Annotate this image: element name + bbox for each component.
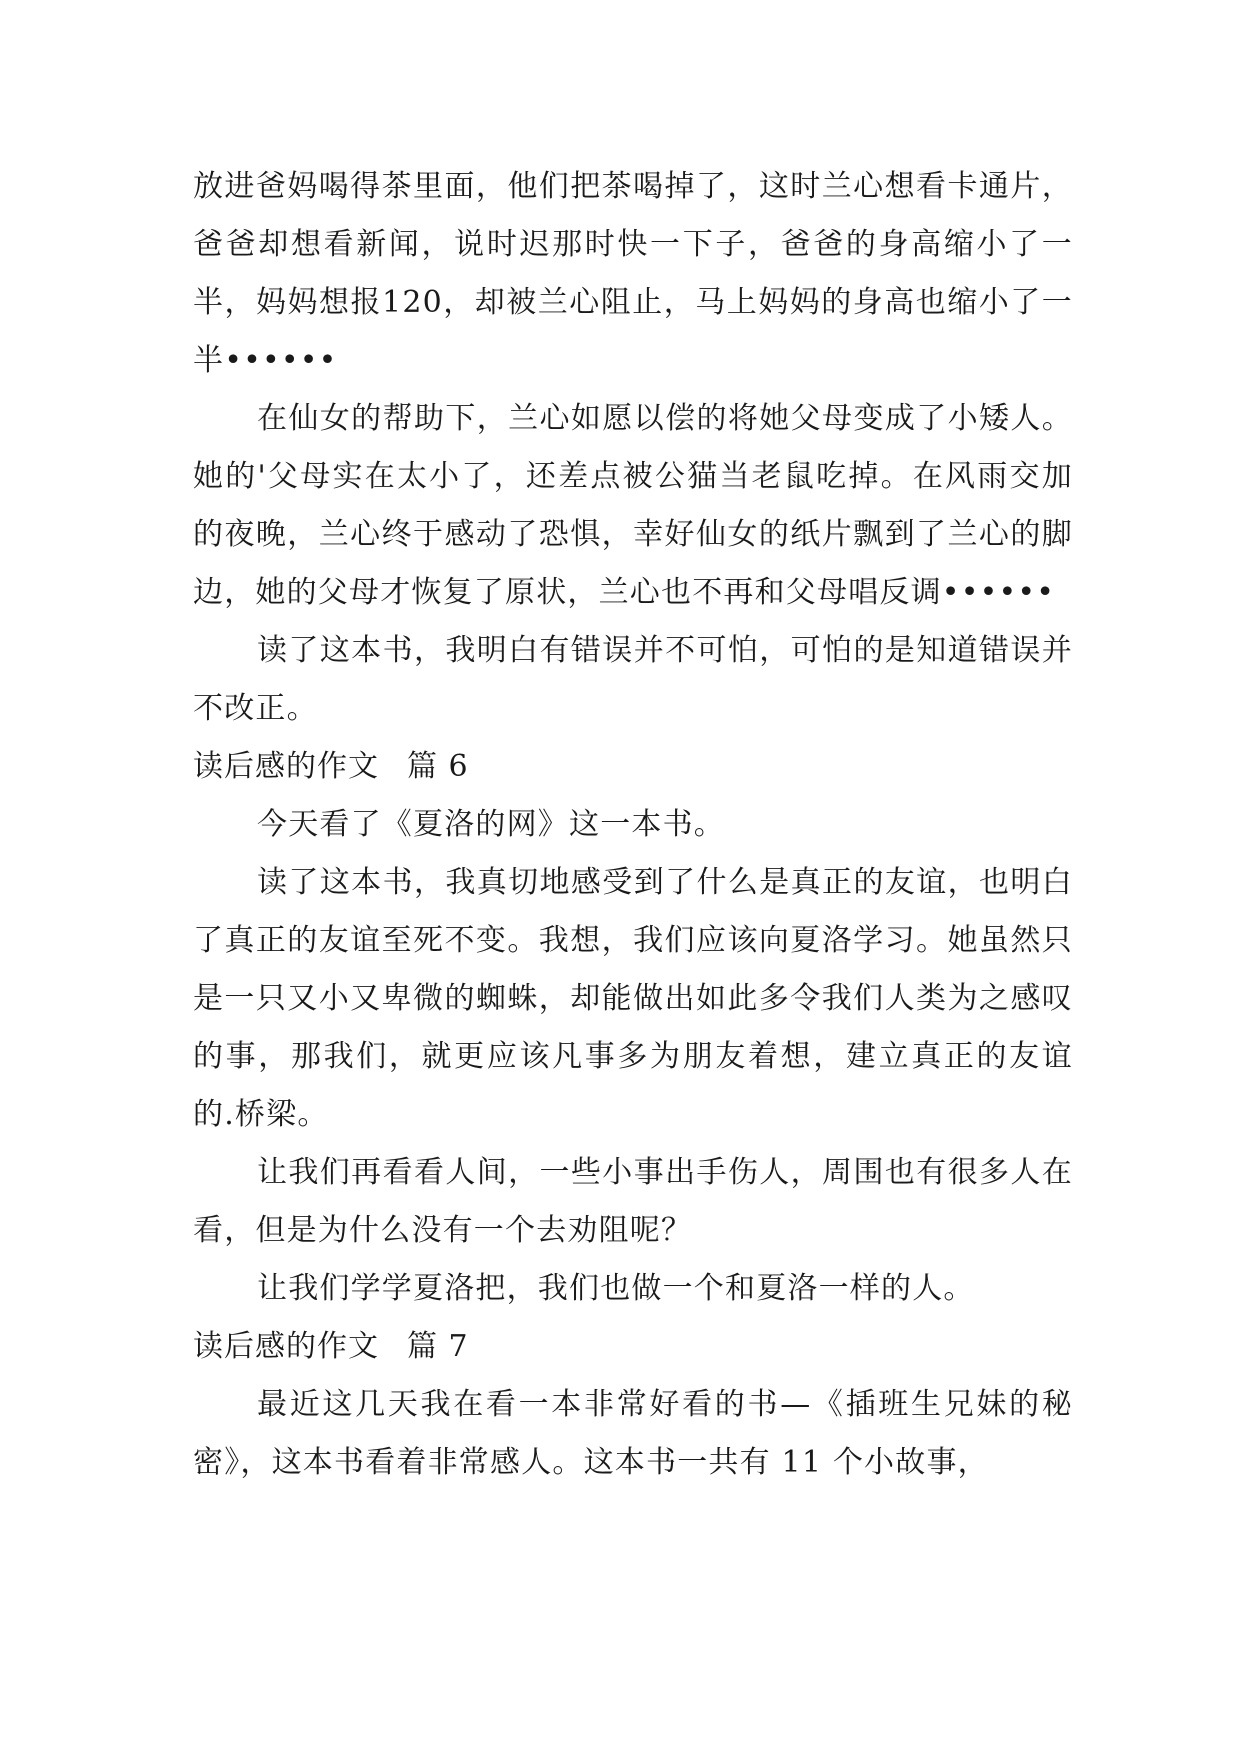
paragraph: 让我们再看看人间，一些小事出手伤人，周围也有很多人在看，但是为什么没有一个去劝阻呢？ xyxy=(193,1155,1073,1248)
section-heading-number: 篇 6 xyxy=(407,749,469,784)
paragraph: 最近这几天我在看一本非常好看的书—《插班生兄妹的秘密》，这本书看着非常感人。这本书一共有 11 个小故事， xyxy=(193,1387,1073,1480)
document-page xyxy=(193,158,1073,1492)
paragraph: 让我们学学夏洛把，我们也做一个和夏洛一样的人。 xyxy=(257,1271,975,1306)
paragraph: 读了这本书，我真切地感受到了什么是真正的友谊，也明白了真正的友谊至死不变。我想，我们应该向夏洛学习。她虽然只是一只又小又卑微的蜘蛛，却能做出如此多令我们人类为之感叹的事，那我们，就更应该凡事多为朋友着想，建立真正的友谊的.桥梁。 xyxy=(193,865,1073,1132)
section-heading xyxy=(193,738,1073,796)
paragraph: 在仙女的帮助下，兰心如愿以偿的将她父母变成了小矮人。她的'父母实在太小了，还差点被公猫当老鼠吃掉。在风雨交加的夜晚，兰心终于感动了恐惧，幸好仙女的纸片飘到了兰心的脚边，她的父母才恢复了原状，兰心也不再和父母唱反调•••••• xyxy=(193,401,1073,610)
section-heading xyxy=(193,1318,1073,1376)
paragraph: 读了这本书，我明白有错误并不可怕，可怕的是知道错误并不改正。 xyxy=(193,633,1073,726)
paragraph: 放进爸妈喝得茶里面，他们把茶喝掉了，这时兰心想看卡通片，爸爸却想看新闻，说时迟那时快一下子，爸爸的身高缩小了一半，妈妈想报120，却被兰心阻止，马上妈妈的身高也缩小了一半•••••• xyxy=(193,169,1073,378)
section-heading-number: 篇 7 xyxy=(407,1329,469,1364)
section-heading-title: 读后感的作文 xyxy=(193,749,379,784)
paragraph: 今天看了《夏洛的网》这一本书。 xyxy=(257,807,725,842)
section-heading-title: 读后感的作文 xyxy=(193,1329,379,1364)
